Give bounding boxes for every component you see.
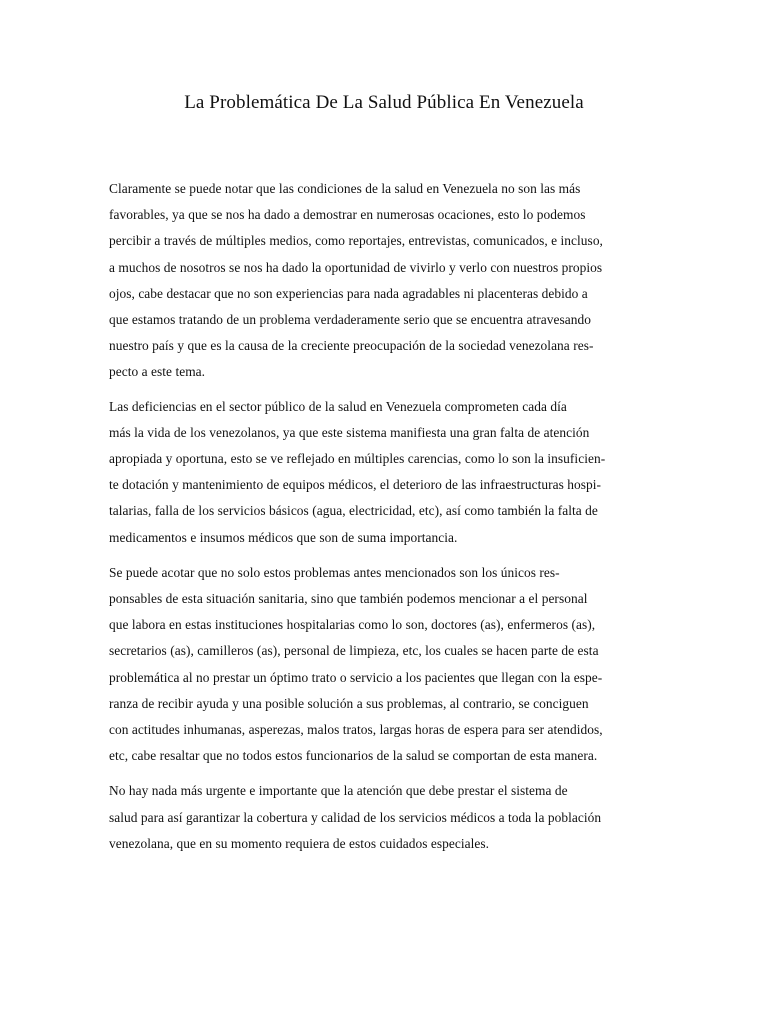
paragraph-4-line-1: No hay nada más urgente e importante que la atención que debe prestar el sistema de [109, 783, 568, 799]
paragraph-1-line-3: percibir a través de múltiples medios, como reportajes, entrevistas, comunicados, e incluso, [109, 233, 603, 249]
paragraph-2-line-1: Las deficiencias en el sector público de la salud en Venezuela comprometen cada día [109, 398, 567, 414]
paragraph-2 [109, 394, 659, 551]
paragraph-2-line-6: medicamentos e insumos médicos que son de suma importancia. [109, 529, 458, 545]
paragraph-3-line-6: ranza de recibir ayuda y una posible solución a sus problemas, al contrario, se conciguen [109, 695, 589, 711]
paragraph-1-line-6: que estamos tratando de un problema verdaderamente serio que se encuentra atravesando [109, 312, 592, 328]
paragraph-1-line-5: ojos, cabe destacar que no son experiencias para nada agradables ni placenteras debido a [109, 285, 588, 301]
paragraph-3-line-5: problemática al no prestar un óptimo trato o servicio a los pacientes que llegan con la espe- [109, 669, 603, 685]
paragraph-4-line-3: venezolana, que en su momento requiera de estos cuidados especiales. [109, 835, 490, 851]
paragraph-2-line-2: más la vida de los venezolanos, ya que este sistema manifiesta una gran falta de atención [109, 424, 590, 440]
paragraph-3-line-2: ponsables de esta situación sanitaria, sino que también podemos mencionar a el personal [109, 591, 588, 607]
paragraph-3-line-4: secretarios (as), camilleros (as), personal de limpieza, etc, los cuales se hacen parte de esta [109, 643, 599, 659]
paragraph-3-line-7: con actitudes inhumanas, asperezas, malos tratos, largas horas de espera para ser atendidos, [109, 722, 603, 738]
paragraph-2-line-4: te dotación y mantenimiento de equipos médicos, el deterioro de las infraestructuras hospi- [109, 477, 602, 493]
paragraph-3-line-3: que labora en estas instituciones hospitalarias como lo son, doctores (as), enfermeros (as), [109, 617, 596, 633]
paragraph-4-line-2: salud para así garantizar la cobertura y calidad de los servicios médicos a toda la población [109, 809, 602, 825]
paragraph-4 [109, 778, 659, 857]
paragraph-2-line-5: talarias, falla de los servicios básicos (agua, electricidad, etc), así como también la falta de [109, 503, 598, 519]
paragraph-2-line-3: apropiada y oportuna, esto se ve reflejado en múltiples carencias, como lo son la insuficien- [109, 451, 606, 467]
paragraph-1-line-7: nuestro país y que es la causa de la creciente preocupación de la sociedad venezolana res- [109, 338, 594, 354]
paragraph-3 [109, 560, 659, 770]
paragraph-1-line-2: favorables, ya que se nos ha dado a demostrar en numerosas ocaciones, esto lo podemos [109, 207, 586, 223]
paragraph-1 [109, 176, 659, 386]
paragraph-1-line-4: a muchos de nosotros se nos ha dado la oportunidad de vivirlo y verlo con nuestros propios [109, 259, 603, 275]
paragraph-3-line-1: Se puede acotar que no solo estos problemas antes mencionados son los únicos res- [109, 564, 560, 580]
paragraph-1-line-1: Claramente se puede notar que las condiciones de la salud en Venezuela no son las más [109, 181, 581, 196]
document-title: La Problemática De La Salud Pública En Venezuela [184, 92, 584, 113]
document-body [109, 176, 659, 857]
paragraph-1-line-8: pecto a este tema. [109, 364, 206, 380]
paragraph-3-line-8: etc, cabe resaltar que no todos estos funcionarios de la salud se comportan de esta manera. [109, 748, 598, 764]
